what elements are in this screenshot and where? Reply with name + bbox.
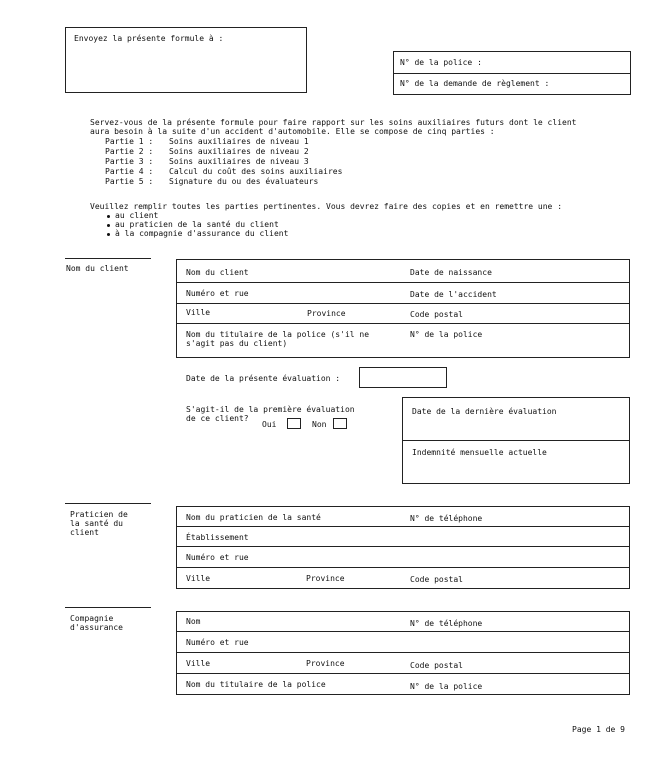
client-info-table xyxy=(176,259,630,358)
insurer-province-label: Province xyxy=(306,659,345,668)
client-name-label: Nom du client xyxy=(186,268,249,277)
part-5-label: Signature du ou des évaluateurs xyxy=(169,177,319,186)
section-rule xyxy=(65,258,151,259)
insurer-name-row[interactable] xyxy=(177,612,629,632)
first-eval-line-2: de ce client? xyxy=(186,414,249,423)
insurer-section-line-2: d'assurance xyxy=(70,623,123,632)
client-city-row[interactable] xyxy=(177,304,629,324)
no-label: Non xyxy=(312,420,327,429)
insurer-section-line-1: Compagnie xyxy=(70,614,114,623)
part-5-num: Partie 5 : xyxy=(105,177,154,186)
holder-label-line-2: s'agit pas du client) xyxy=(186,339,288,348)
insurer-holder-row[interactable] xyxy=(177,674,629,694)
insurer-table xyxy=(176,611,630,695)
copy-item-insurer: à la compagnie d'assurance du client xyxy=(115,229,289,238)
insurer-policy-number-label: N° de la police xyxy=(410,682,483,691)
insurer-street-row[interactable] xyxy=(177,632,629,653)
birth-date-label: Date de naissance xyxy=(410,268,492,277)
client-policy-number-label: N° de la police xyxy=(410,330,483,339)
first-eval-line-1: S'agit-il de la première évaluation xyxy=(186,405,355,414)
intro-line-2: aura besoin à la suite d'un accident d'automobile. Elle se compose de cinq parties : xyxy=(90,127,495,136)
practitioner-name-row[interactable] xyxy=(177,507,629,527)
insurer-name-label: Nom xyxy=(186,617,201,626)
practitioner-section-line-1: Praticien de xyxy=(70,510,128,519)
insurer-postal-label: Code postal xyxy=(410,661,463,670)
client-postal-label: Code postal xyxy=(410,310,463,319)
last-eval-date-field[interactable] xyxy=(403,398,629,441)
yes-label: Oui xyxy=(262,420,277,429)
bullet-icon xyxy=(107,233,110,236)
policy-number-field[interactable] xyxy=(394,52,630,74)
policy-claim-box xyxy=(393,51,631,95)
practitioner-table xyxy=(176,506,630,589)
part-4-label: Calcul du coût des soins auxiliaires xyxy=(169,167,343,176)
client-city-label: Ville xyxy=(186,308,211,317)
insurer-holder-label: Nom du titulaire de la police xyxy=(186,680,326,689)
client-street-row[interactable] xyxy=(177,283,629,304)
establishment-row[interactable] xyxy=(177,527,629,547)
no-checkbox[interactable] xyxy=(333,418,347,429)
practitioner-city-row[interactable] xyxy=(177,568,629,588)
copies-line: Veuillez remplir toutes les parties pertinentes. Vous devrez faire des copies et en remettre une : xyxy=(90,202,563,211)
insurer-street-label: Numéro et rue xyxy=(186,638,249,647)
yes-checkbox[interactable] xyxy=(287,418,301,429)
holder-label-line-1: Nom du titulaire de la police (s'il ne xyxy=(186,330,370,339)
practitioner-province-label: Province xyxy=(306,574,345,583)
practitioner-section-line-3: client xyxy=(70,528,99,537)
part-3-num: Partie 3 : xyxy=(105,157,154,166)
eval-date-label: Date de la présente évaluation : xyxy=(186,374,341,383)
monthly-benefit-field[interactable] xyxy=(403,441,629,483)
practitioner-postal-label: Code postal xyxy=(410,575,463,584)
bullet-icon xyxy=(107,224,110,227)
insurer-city-row[interactable] xyxy=(177,653,629,674)
part-1-label: Soins auxiliaires de niveau 1 xyxy=(169,137,309,146)
policy-number-label: N° de la police : xyxy=(400,58,482,67)
intro-line-1: Servez-vous de la présente formule pour faire rapport sur les soins auxiliaires futurs dont le client xyxy=(90,118,577,127)
insurer-city-label: Ville xyxy=(186,659,211,668)
practitioner-section-line-2: la santé du xyxy=(70,519,123,528)
client-province-label: Province xyxy=(307,309,346,318)
client-section-label: Nom du client xyxy=(66,264,129,273)
accident-date-label: Date de l'accident xyxy=(410,290,497,299)
practitioner-street-label: Numéro et rue xyxy=(186,553,249,562)
section-rule xyxy=(65,503,151,504)
section-rule xyxy=(65,607,151,608)
client-name-row[interactable] xyxy=(177,260,629,283)
claim-number-field[interactable] xyxy=(394,74,630,94)
practitioner-phone-label: N° de téléphone xyxy=(410,514,483,523)
part-1-num: Partie 1 : xyxy=(105,137,154,146)
part-3-label: Soins auxiliaires de niveau 3 xyxy=(169,157,309,166)
send-to-label: Envoyez la présente formule à : xyxy=(74,34,224,43)
part-2-label: Soins auxiliaires de niveau 2 xyxy=(169,147,309,156)
last-eval-date-label: Date de la dernière évaluation xyxy=(412,407,557,416)
practitioner-street-row[interactable] xyxy=(177,547,629,568)
monthly-benefit-label: Indemnité mensuelle actuelle xyxy=(412,448,547,457)
copy-item-practitioner: au praticien de la santé du client xyxy=(115,220,279,229)
page-number: Page 1 de 9 xyxy=(572,725,625,734)
copy-item-client: au client xyxy=(115,211,159,220)
part-2-num: Partie 2 : xyxy=(105,147,154,156)
claim-number-label: N° de la demande de règlement : xyxy=(400,79,550,88)
client-street-label: Numéro et rue xyxy=(186,289,249,298)
practitioner-city-label: Ville xyxy=(186,574,211,583)
last-eval-box xyxy=(402,397,630,484)
eval-date-input[interactable] xyxy=(359,367,447,388)
insurer-phone-label: N° de téléphone xyxy=(410,619,483,628)
establishment-label: Établissement xyxy=(186,533,249,542)
client-holder-row[interactable] xyxy=(177,324,629,357)
bullet-icon xyxy=(107,215,110,218)
part-4-num: Partie 4 : xyxy=(105,167,154,176)
send-to-box[interactable] xyxy=(65,27,307,93)
practitioner-name-label: Nom du praticien de la santé xyxy=(186,513,321,522)
